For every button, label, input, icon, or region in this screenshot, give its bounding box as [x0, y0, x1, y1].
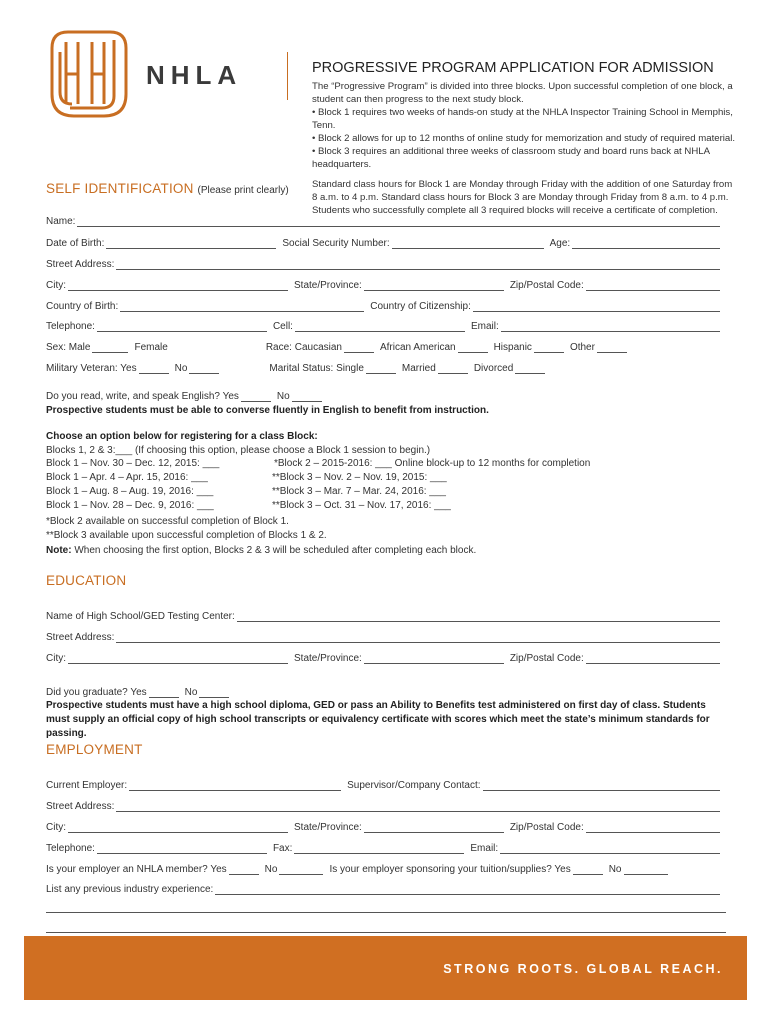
intro-line: • Block 3 requires an additional three weeks of classroom study and board runs back at NHLA headquarters.	[312, 146, 710, 170]
program-intro	[312, 80, 742, 217]
city-label: City:	[46, 280, 66, 291]
city-row	[46, 277, 726, 291]
experience-field[interactable]	[215, 885, 720, 895]
african-american-label: African American	[379, 342, 456, 353]
country-row	[46, 298, 726, 312]
emp-city-field[interactable]	[68, 823, 288, 833]
fax-field[interactable]	[294, 844, 464, 854]
emp-city-label: City:	[46, 822, 66, 833]
edu-street-row	[46, 629, 726, 643]
other-field[interactable]	[597, 343, 627, 353]
emp-email-field[interactable]	[500, 844, 720, 854]
male-field[interactable]	[92, 343, 128, 353]
street-field[interactable]	[116, 260, 720, 270]
emp-email-label: Email:	[470, 843, 499, 854]
dob-label: Date of Birth:	[46, 238, 105, 249]
member-yes-field[interactable]	[229, 865, 259, 875]
experience-label: List any previous industry experience:	[46, 884, 214, 895]
graduate-no-field[interactable]	[199, 688, 229, 698]
email-field[interactable]	[501, 322, 720, 332]
school-field[interactable]	[237, 612, 720, 622]
sponsor-yes-field[interactable]	[573, 865, 603, 875]
african-american-field[interactable]	[458, 343, 488, 353]
emp-state-field[interactable]	[364, 823, 504, 833]
english-row	[46, 388, 726, 402]
intro-line: The “Progressive Program” is divided into three blocks. Upon successful completion of one block, a	[312, 81, 733, 92]
name-label: Name:	[46, 216, 76, 227]
sex-male-label: Sex: Male	[46, 342, 91, 353]
city-field[interactable]	[68, 281, 288, 291]
hours-line: Students who successfully complete all 3 required blocks will receive a certificate of completion.	[312, 205, 718, 216]
telephone-label: Telephone:	[46, 321, 95, 332]
state-label: State/Province:	[294, 280, 362, 291]
age-label: Age:	[549, 238, 571, 249]
edu-city-row	[46, 650, 726, 664]
nhla-logo-icon	[46, 24, 132, 124]
email-label: Email:	[470, 321, 499, 332]
citizenship-label: Country of Citizenship:	[370, 301, 471, 312]
block1-option[interactable]: Block 1 – Nov. 28 – Dec. 9, 2016: ___	[46, 500, 214, 511]
emp-street-row	[46, 798, 726, 812]
english-yes-field[interactable]	[241, 392, 271, 402]
cell-label: Cell:	[272, 321, 293, 332]
graduate-no-label: No	[184, 687, 198, 698]
age-field[interactable]	[572, 239, 720, 249]
english-question: Do you read, write, and speak English? Yes	[46, 391, 239, 402]
employment-heading: EMPLOYMENT	[46, 742, 143, 757]
street-row	[46, 256, 726, 270]
emp-telephone-label: Telephone:	[46, 843, 95, 854]
married-label: Married	[401, 363, 436, 374]
emp-street-label: Street Address:	[46, 801, 115, 812]
married-field[interactable]	[438, 364, 468, 374]
edu-street-label: Street Address:	[46, 632, 115, 643]
supervisor-field[interactable]	[483, 781, 720, 791]
employer-label: Current Employer:	[46, 780, 128, 791]
name-row	[46, 213, 726, 227]
edu-street-field[interactable]	[116, 633, 720, 643]
hispanic-field[interactable]	[534, 343, 564, 353]
edu-zip-field[interactable]	[586, 654, 720, 664]
english-requirement: Prospective students must be able to converse fluently in English to benefit from instruction.	[46, 405, 489, 416]
veteran-marital-row	[46, 360, 726, 374]
section-note: (Please print clearly)	[197, 185, 289, 196]
divorced-field[interactable]	[515, 364, 545, 374]
cell-field[interactable]	[295, 322, 465, 332]
phone-row	[46, 318, 726, 332]
edu-city-label: City:	[46, 653, 66, 664]
fax-label: Fax:	[272, 843, 293, 854]
self-identification-heading	[46, 181, 289, 196]
dob-row	[46, 235, 726, 249]
block-option-all[interactable]: Blocks 1, 2 & 3:___ (If choosing this option, please choose a Block 1 session to begin.)	[46, 445, 431, 456]
veteran-no-label: No	[174, 363, 188, 374]
graduate-question: Did you graduate? Yes	[46, 687, 147, 698]
employer-row	[46, 777, 726, 791]
divorced-label: Divorced	[473, 363, 514, 374]
block1-option[interactable]: Block 1 – Aug. 8 – Aug. 19, 2016: ___	[46, 486, 214, 497]
experience-line[interactable]	[46, 912, 726, 913]
hours-line: Standard class hours for Block 1 are Monday through Friday with the addition of one Saturday from	[312, 179, 733, 190]
section-title: SELF IDENTIFICATION	[46, 181, 194, 196]
member-row	[46, 861, 726, 875]
member-question: Is your employer an NHLA member? Yes	[46, 864, 227, 875]
member-no-label: No	[264, 864, 278, 875]
edu-city-field[interactable]	[68, 654, 288, 664]
block3-option[interactable]: **Block 3 – Nov. 2 – Nov. 19, 2015: ___	[272, 472, 447, 483]
zip-field[interactable]	[586, 281, 720, 291]
sex-race-row	[46, 339, 726, 353]
note-text: When choosing the first option, Blocks 2 & 3 will be scheduled after completing each block.	[71, 545, 477, 556]
education-requirement: Prospective students must have a high school diploma, GED or pass an Ability to Benefits test administered on first day of class. Students must supply an official copy of high school transcripts or equivalency certificate with scores which meet the state’s minimum standards for passing.	[46, 700, 710, 739]
zip-label: Zip/Postal Code:	[509, 280, 584, 291]
female-label: Female	[134, 342, 168, 353]
sponsor-no-field[interactable]	[624, 865, 668, 875]
block3-option[interactable]: **Block 3 – Mar. 7 – Mar. 24, 2016: ___	[272, 486, 446, 497]
ssn-label: Social Security Number:	[282, 238, 390, 249]
veteran-no-field[interactable]	[189, 364, 219, 374]
page-title: PROGRESSIVE PROGRAM APPLICATION FOR ADMISSION	[312, 60, 714, 76]
race-caucasian-label: Race: Caucasian	[265, 342, 342, 353]
footer-tagline: STRONG ROOTS. GLOBAL REACH.	[443, 962, 723, 976]
street-label: Street Address:	[46, 259, 115, 270]
edu-zip-label: Zip/Postal Code:	[509, 653, 584, 664]
hours-line: 8 a.m. to 4 p.m. Standard class hours for Block 3 are Monday through Friday from 8 a.m. to 4 p.m.	[312, 192, 729, 203]
veteran-yes-field[interactable]	[139, 364, 169, 374]
block2-note: *Block 2 available on successful completion of Block 1.	[46, 516, 289, 527]
single-field[interactable]	[366, 364, 396, 374]
name-field[interactable]	[77, 217, 720, 227]
country-birth-field[interactable]	[120, 302, 364, 312]
ssn-field[interactable]	[392, 239, 544, 249]
emp-telephone-field[interactable]	[97, 844, 267, 854]
school-label: Name of High School/GED Testing Center:	[46, 611, 235, 622]
emp-zip-field[interactable]	[586, 823, 720, 833]
member-no-field[interactable]	[279, 865, 323, 875]
block3-note: **Block 3 available upon successful completion of Blocks 1 & 2.	[46, 530, 327, 541]
block2-option[interactable]: *Block 2 – 2015-2016: ___ Online block-up to 12 months for completion	[274, 458, 591, 469]
header-divider	[287, 52, 288, 100]
block3-option[interactable]: **Block 3 – Oct. 31 – Nov. 17, 2016: ___	[272, 500, 451, 511]
dob-field[interactable]	[106, 239, 276, 249]
emp-city-row	[46, 819, 726, 833]
footer-banner	[24, 936, 747, 1000]
telephone-field[interactable]	[97, 322, 267, 332]
graduate-row	[46, 684, 726, 698]
edu-state-field[interactable]	[364, 654, 504, 664]
marital-single-label: Marital Status: Single	[269, 363, 364, 374]
state-field[interactable]	[364, 281, 504, 291]
note-label: Note:	[46, 545, 72, 556]
emp-street-field[interactable]	[116, 802, 720, 812]
emp-zip-label: Zip/Postal Code:	[509, 822, 584, 833]
intro-line: • Block 2 allows for up to 12 months of online study for memorization and study of required material.	[312, 133, 736, 144]
schedule-note	[46, 544, 476, 558]
employer-field[interactable]	[129, 781, 341, 791]
block1-option[interactable]: Block 1 – Nov. 30 – Dec. 12, 2015: ___	[46, 458, 220, 469]
school-row	[46, 608, 726, 622]
english-no-field[interactable]	[292, 392, 322, 402]
sponsor-no-label: No	[608, 864, 622, 875]
block-options-heading: Choose an option below for registering for a class Block:	[46, 431, 318, 442]
emp-state-label: State/Province:	[294, 822, 362, 833]
experience-row	[46, 881, 726, 895]
other-label: Other	[569, 342, 595, 353]
supervisor-label: Supervisor/Company Contact:	[347, 780, 481, 791]
intro-line: student can then progress to the next study block.	[312, 94, 524, 105]
hispanic-label: Hispanic	[493, 342, 532, 353]
experience-line[interactable]	[46, 932, 726, 933]
education-heading: EDUCATION	[46, 573, 127, 588]
intro-line: • Block 1 requires two weeks of hands-on study at the NHLA Inspector Training School in Memphis, Tenn.	[312, 107, 733, 131]
country-birth-label: Country of Birth:	[46, 301, 119, 312]
citizenship-field[interactable]	[473, 302, 720, 312]
sponsor-question: Is your employer sponsoring your tuition/supplies? Yes	[329, 864, 571, 875]
caucasian-field[interactable]	[344, 343, 374, 353]
graduate-yes-field[interactable]	[149, 688, 179, 698]
edu-state-label: State/Province:	[294, 653, 362, 664]
english-no-label: No	[276, 391, 290, 402]
brand-name: NHLA	[146, 60, 243, 90]
block1-option[interactable]: Block 1 – Apr. 4 – Apr. 15, 2016: ___	[46, 472, 208, 483]
veteran-yes-label: Military Veteran: Yes	[46, 363, 137, 374]
emp-phone-row	[46, 840, 726, 854]
